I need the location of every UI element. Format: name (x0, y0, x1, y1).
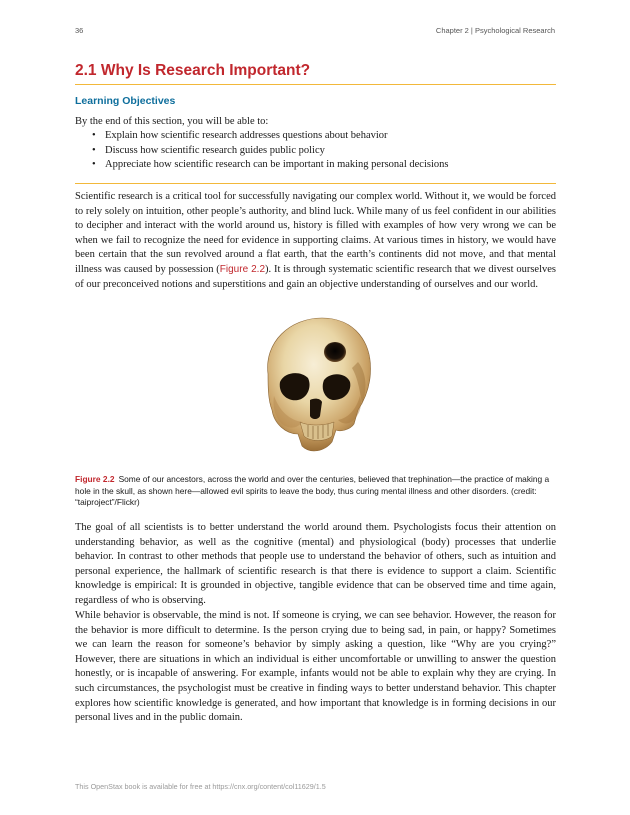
page-footer: This OpenStax book is available for free at https://cnx.org/content/col11629/1.5 (75, 782, 326, 791)
objective-text: Discuss how scientific research guides public policy (105, 144, 325, 156)
paragraph-text: ). It is through systematic scientific research that we divest ourselves of our preconceived notions and superstitions and gain an objective understanding of ourselves and our world. (75, 263, 556, 290)
learning-objectives-heading: Learning Objectives (75, 95, 176, 107)
page-number: 36 (75, 26, 84, 35)
caption-text: Some of our ancestors, across the world and over the centuries, believed that trephination—the practice of making a hole in the skull, as shown here—allowed evil spirits to leave the body, thus curing mental illness and other disorders. (credit: “taiproject”/Flickr) (75, 474, 550, 508)
body-paragraph: The goal of all scientists is to better understand the world around them. Psychologists focus their attention on understanding behavior, as well as the cognitive (mental) and physiological (body) processes that underlie behavior. In contrast to other methods that people use to understand the behavior of others, such as intuition and personal experience, the hallmark of scientific research is that there is evidence to support a claim. Scientific knowledge is empirical: It is grounded in objective, tangible evidence that can be observed time and time again, regardless of who is observing. (75, 522, 556, 606)
objective-text: Appreciate how scientific research can be important in making personal decisions (105, 159, 449, 170)
bullet-icon: • (92, 130, 96, 141)
body-paragraph (75, 190, 556, 292)
skull-image (240, 312, 390, 462)
trephination-hole (324, 342, 346, 362)
learning-objectives-list (92, 129, 448, 173)
running-header (75, 26, 555, 38)
skull-illustration (240, 312, 390, 462)
list-item (92, 129, 448, 144)
section-title: 2.1 Why Is Research Important? (75, 62, 311, 79)
paragraph-text: Scientific research is a critical tool for successfully navigating our complex world. Without it, we would be forced to rely solely on intuition, other people’s authority, and blind luck. While many of us feel confident in our abilities to decipher and interact with the world around us, history is filled with examples of how very wrong we can be when we fail to recognize the need for evidence in supporting claims. At various times in history, we would have been certain that the sun revolved around a flat earth, that the earth’s continents did not move, and that mental illness was caused by possession ( (75, 191, 556, 275)
bullet-icon: • (92, 144, 96, 156)
title-divider (75, 84, 556, 85)
figure-link[interactable]: Figure 2.2 (219, 263, 266, 275)
learning-objectives-intro: By the end of this section, you will be able to: (75, 116, 269, 127)
list-item (92, 144, 448, 159)
list-item (92, 158, 448, 173)
figure-label: Figure 2.2 (75, 474, 115, 484)
objectives-divider (75, 183, 556, 184)
objective-text: Explain how scientific research addresses questions about behavior (105, 130, 388, 141)
chapter-title: Chapter 2 | Psychological Research (435, 26, 555, 35)
figure-caption (75, 474, 556, 509)
body-paragraph: While behavior is observable, the mind is not. If someone is crying, we can see behavior. However, the reason for the behavior is more difficult to determine. Is the person crying due to being sad, in pain, or happy? Sometimes we can learn the reason for someone’s behavior by simply asking a question, like “Why are you crying?” However, there are situations in which an individual is either uncomfortable or unwilling to answer the question honestly, or is incapable of answering. For example, infants would not be able to explain why they are crying. In such circumstances, the psychologist must be creative in finding ways to better understand behavior. This chapter explores how scientific knowledge is generated, and how important that knowledge is in forming decisions in our personal lives and in the public domain. (75, 610, 556, 724)
bullet-icon: • (92, 159, 96, 170)
